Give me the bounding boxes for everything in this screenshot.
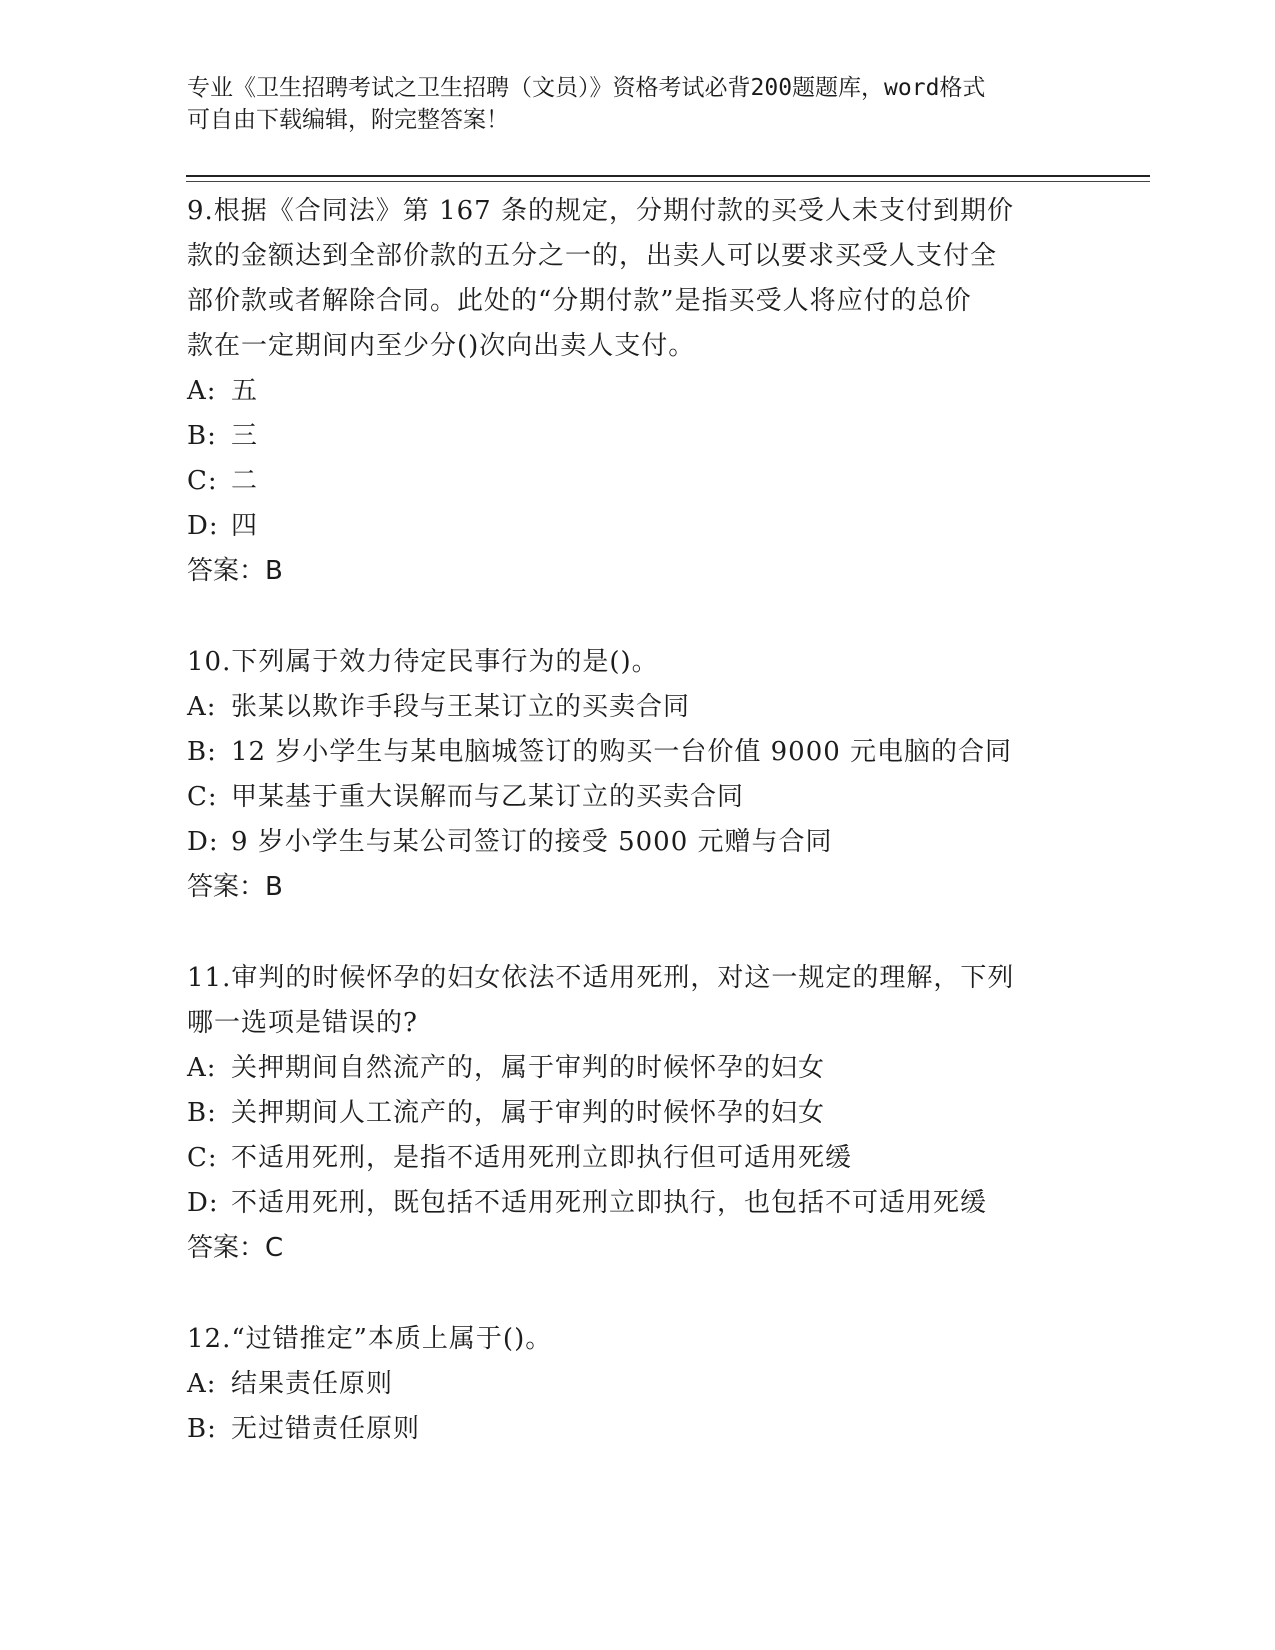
option-text: 甲某基于重大误解而与乙某订立的买卖合同 [231, 782, 745, 812]
question-text-line: 12.“过错推定”本质上属于()。 [187, 1324, 553, 1354]
answer-option [187, 820, 1087, 865]
header-divider-thin [186, 181, 1150, 182]
answer-option [187, 1407, 1087, 1452]
question-block [187, 189, 1087, 594]
question-block [187, 1317, 1087, 1452]
answer-key: 答案：B [187, 556, 283, 586]
question-block [187, 640, 1087, 910]
answer-key: 答案：C [187, 1233, 284, 1263]
option-label: C: [187, 1143, 218, 1173]
answer-key: 答案：B [187, 872, 283, 902]
option-text: 结果责任原则 [231, 1369, 394, 1399]
answer-option [187, 504, 1087, 549]
option-label: C: [187, 466, 218, 496]
option-text: 三 [231, 421, 259, 451]
answer-option [187, 730, 1087, 775]
option-text: 张某以欺诈手段与王某订立的买卖合同 [231, 692, 691, 722]
answer-option [187, 1181, 1087, 1226]
option-label: D: [187, 511, 219, 541]
option-label: A: [187, 692, 217, 722]
option-text: 关押期间自然流产的，属于审判的时候怀孕的妇女 [231, 1053, 826, 1083]
option-text: 二 [231, 466, 259, 496]
answer-option [187, 1362, 1087, 1407]
answer-option [187, 1091, 1087, 1136]
answer-option [187, 775, 1087, 820]
option-text: 关押期间人工流产的，属于审判的时候怀孕的妇女 [231, 1098, 826, 1128]
option-text: 无过错责任原则 [231, 1414, 421, 1444]
question-text-line: 9.根据《合同法》第 167 条的规定，分期付款的买受人未支付到期价 [187, 196, 1014, 226]
answer-option [187, 1046, 1087, 1091]
option-label: A: [187, 376, 217, 406]
option-label: B: [187, 737, 217, 767]
option-label: A: [187, 1053, 217, 1083]
option-text: 9 岁小学生与某公司签订的接受 5000 元赠与合同 [231, 827, 833, 857]
question-text-line: 哪一选项是错误的? [187, 1008, 418, 1038]
option-label: B: [187, 421, 217, 451]
option-label: B: [187, 1098, 217, 1128]
question-text-line: 款在一定期间内至少分()次向出卖人支付。 [187, 331, 696, 361]
option-label: B: [187, 1414, 217, 1444]
option-label: D: [187, 827, 219, 857]
question-text-line: 11.审判的时候怀孕的妇女依法不适用死刑，对这一规定的理解，下列 [187, 963, 1015, 993]
header-divider-thick [186, 175, 1150, 177]
option-text: 四 [231, 511, 259, 541]
answer-option [187, 685, 1087, 730]
answer-option [187, 1136, 1087, 1181]
option-text: 不适用死刑，既包括不适用死刑立即执行，也包括不可适用死缓 [231, 1188, 988, 1218]
option-label: C: [187, 782, 218, 812]
option-label: D: [187, 1188, 219, 1218]
option-label: A: [187, 1369, 217, 1399]
option-text: 12 岁小学生与某电脑城签订的购买一台价值 9000 元电脑的合同 [231, 737, 1013, 767]
question-block [187, 956, 1087, 1271]
document-header [187, 72, 1067, 136]
question-list [187, 189, 1087, 1498]
header-title-line-2: 可自由下载编辑，附完整答案！ [187, 107, 509, 133]
answer-option [187, 459, 1087, 504]
answer-option [187, 414, 1087, 459]
question-text-line: 10.下列属于效力待定民事行为的是()。 [187, 647, 659, 677]
question-text-line: 部价款或者解除合同。此处的“分期付款”是指买受人将应付的总价 [187, 286, 972, 316]
option-text: 五 [231, 376, 259, 406]
header-title-line-1: 专业《卫生招聘考试之卫生招聘（文员）》资格考试必背200题题库，word格式 [187, 75, 986, 101]
question-text-line: 款的金额达到全部价款的五分之一的，出卖人可以要求买受人支付全 [187, 241, 998, 271]
answer-option [187, 369, 1087, 414]
option-text: 不适用死刑，是指不适用死刑立即执行但可适用死缓 [231, 1143, 853, 1173]
